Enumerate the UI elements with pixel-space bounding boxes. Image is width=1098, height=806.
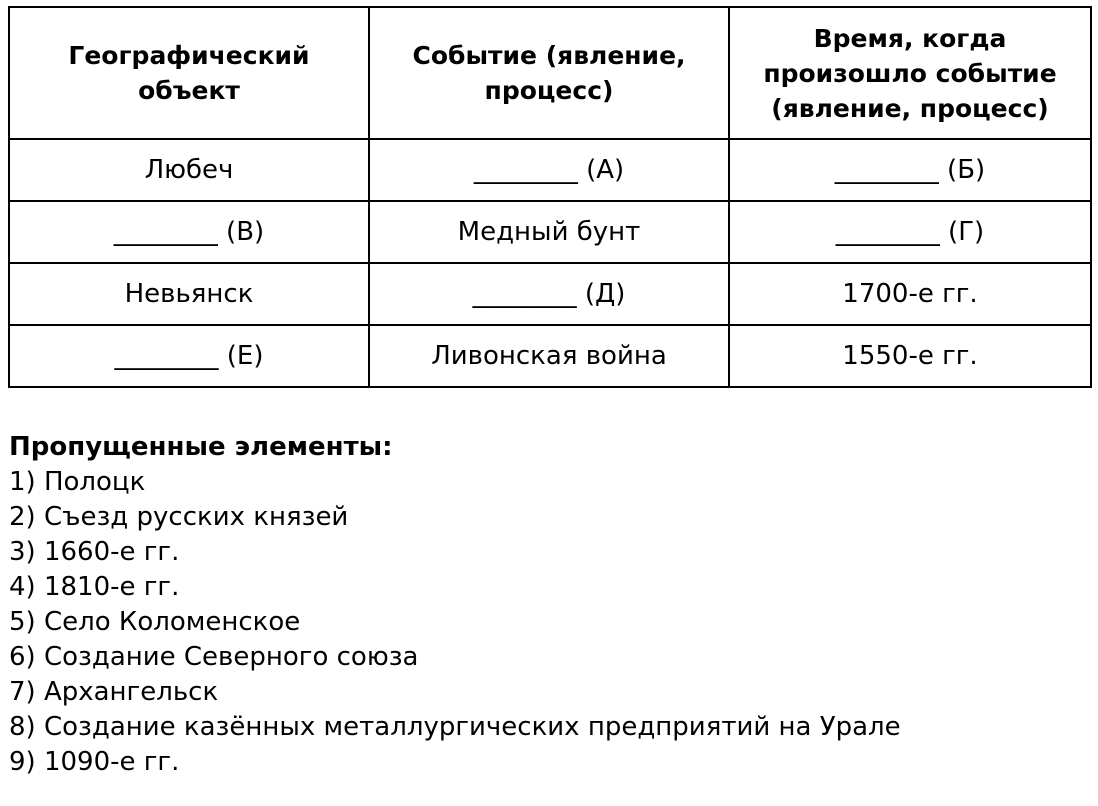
table-cell: ________ (Г) (729, 201, 1091, 263)
table-row (9, 139, 1091, 201)
table-cell: 1700-е гг. (729, 263, 1091, 325)
table-row (9, 201, 1091, 263)
table-row (9, 325, 1091, 387)
table-cell: Медный бунт (369, 201, 729, 263)
table-cell: ________ (Д) (369, 263, 729, 325)
table-cell: Невьянск (9, 263, 369, 325)
missing-elements-list (9, 430, 901, 780)
list-item: 2) Съезд русских князей (9, 502, 349, 532)
list-item: 3) 1660-е гг. (9, 537, 180, 567)
list-item: 6) Создание Северного союза (9, 642, 419, 672)
list-item: 1) Полоцк (9, 467, 146, 497)
header-geographic-object: Географический объект (9, 7, 369, 139)
table-cell: ________ (Б) (729, 139, 1091, 201)
table-header-row (9, 7, 1091, 139)
header-time: Время, когда произошло событие (явление, процесс) (729, 7, 1091, 139)
table-cell: 1550-е гг. (729, 325, 1091, 387)
table-cell: Любеч (9, 139, 369, 201)
list-item: 5) Село Коломенское (9, 607, 301, 637)
list-item: 9) 1090-е гг. (9, 747, 180, 777)
table-cell: Ливонская война (369, 325, 729, 387)
task-table (8, 6, 1092, 388)
list-item: 7) Архангельск (9, 677, 219, 707)
header-event: Событие (явление, процесс) (369, 7, 729, 139)
table-row (9, 263, 1091, 325)
missing-elements-title: Пропущенные элементы: (9, 432, 393, 462)
table-cell: ________ (Е) (9, 325, 369, 387)
table-cell: ________ (В) (9, 201, 369, 263)
list-item: 4) 1810-е гг. (9, 572, 180, 602)
list-item: 8) Создание казённых металлургических предприятий на Урале (9, 712, 901, 742)
table-cell: ________ (А) (369, 139, 729, 201)
